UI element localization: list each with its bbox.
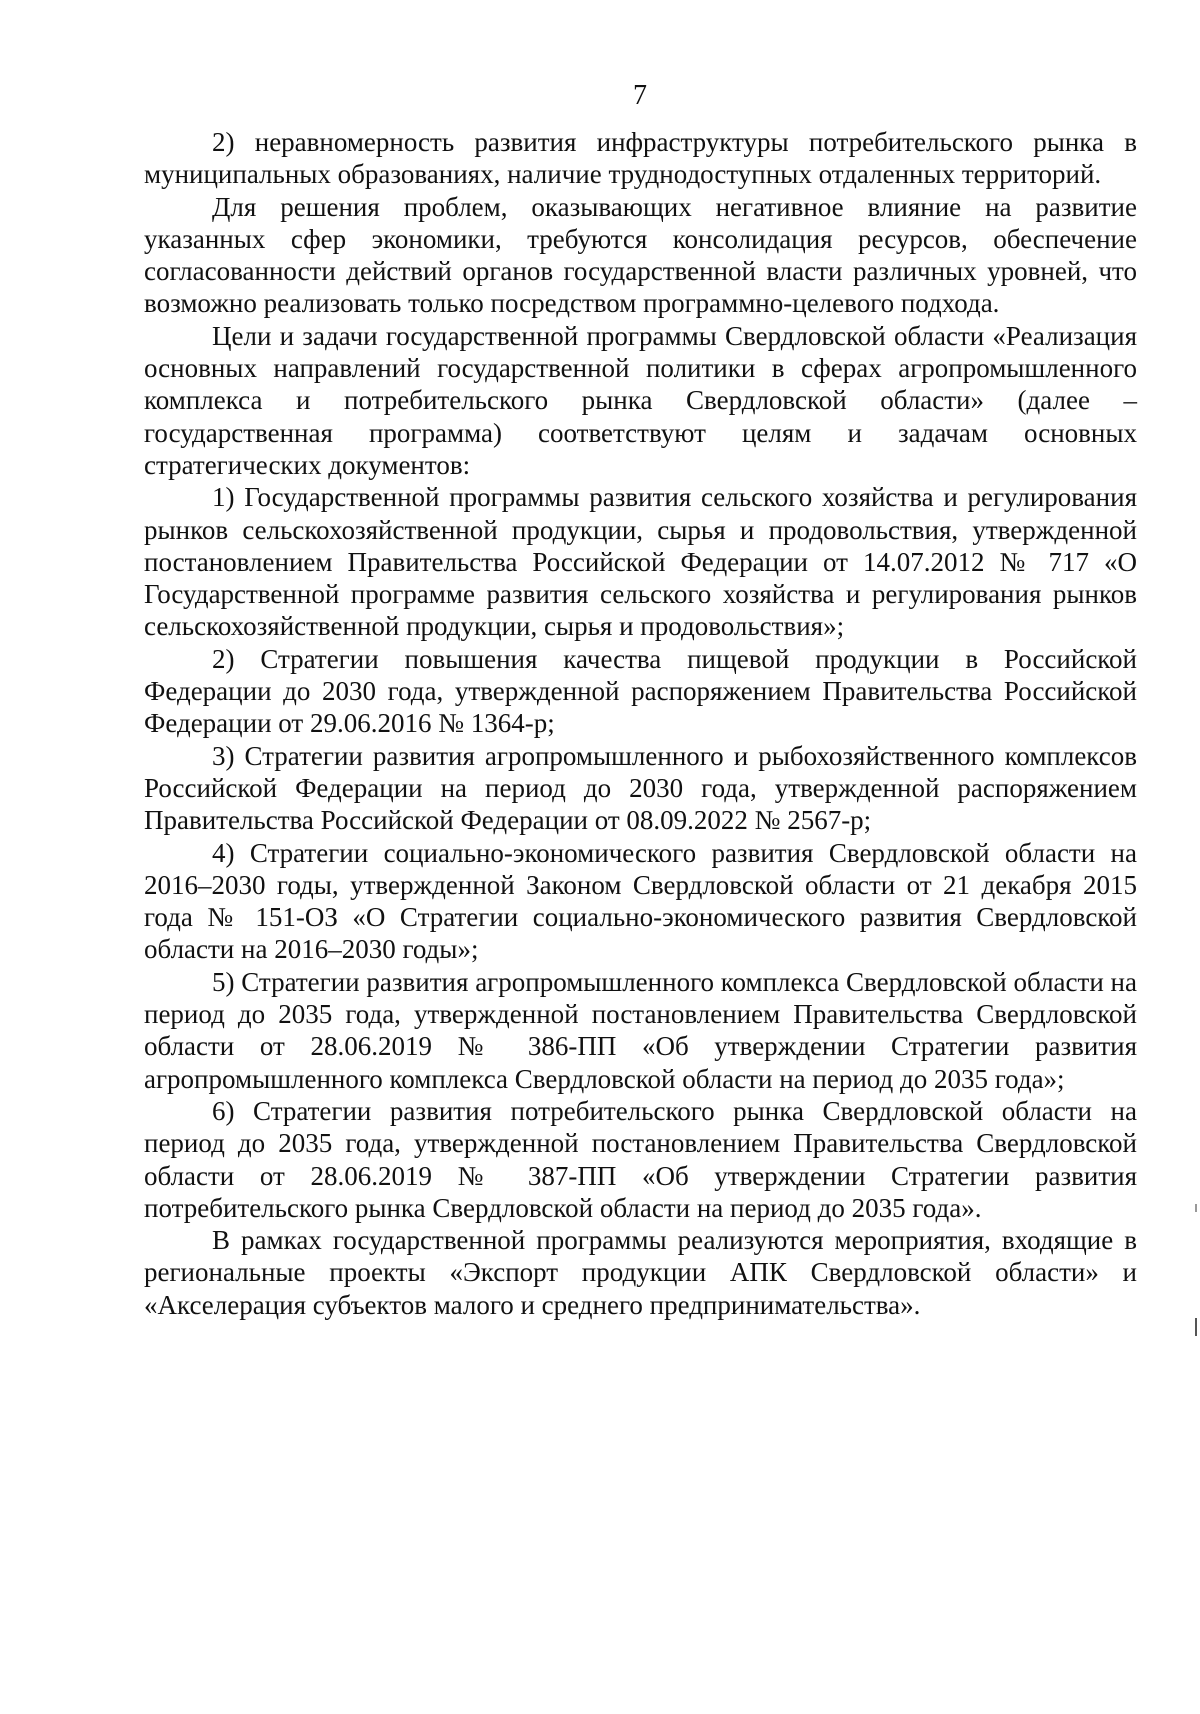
paragraph-problem-solving: Для решения проблем, оказывающих негативное влияние на развитие указанных сфер экономики, требуются консолидация ресурсов, обеспечение согласованности действий органов государственной власти различных уровней, что возможно реализовать только посредством программно-целевого подхода. — [144, 191, 1137, 319]
paragraph-regional-projects: В рамках государственной программы реализуются мероприятия, входящие в региональные проекты «Экспорт продукции АПК Свердловской области» и «Акселерация субъектов малого и среднего предпринимательства». — [144, 1225, 1137, 1320]
scan-mark — [1195, 1204, 1197, 1212]
list-item-state-program-agriculture: 1) Государственной программы развития сельского хозяйства и регулирования рынков сельскохозяйственной продукции, сырья и продовольствия, утвержденной постановлением Правительства Российской Федерации от 14.07.2012 № 717 «О Государственной программе развития сельского хозяйства и регулирования рынков сельскохозяйственной продукции, сырья и продовольствия»; — [144, 482, 1137, 642]
list-item-food-quality-strategy: 2) Стратегии повышения качества пищевой продукции в Российской Федерации до 2030 года, утвержденной распоряжением Правительства Российской Федерации от 29.06.2016 № 1364-р; — [144, 643, 1137, 739]
list-item-socioeconomic-strategy: 4) Стратегии социально-экономического развития Свердловской области на 2016–2030 годы, утвержденной Законом Свердловской области от 21 декабря 2015 года № 151-ОЗ «О Стратегии социально-экономического развития Свердловской области на 2016–2030 годы»; — [144, 837, 1137, 965]
list-item-consumer-market-strategy: 6) Стратегии развития потребительского рынка Свердловской области на период до 2035 года, утвержденной постановлением Правительства Свердловской области от 28.06.2019 № 387-ПП «Об утверждении Стратегии развития потребительского рынка Свердловской области на период до 2035 года». — [144, 1095, 1137, 1223]
list-item-agro-fishery-strategy: 3) Стратегии развития агропромышленного и рыбохозяйственного комплексов Российской Федерации на период до 2030 года, утвержденной распоряжением Правительства Российской Федерации от 08.09.2022 № 2567-р; — [144, 740, 1137, 836]
document-body — [144, 126, 1137, 1321]
scan-mark — [1195, 1318, 1197, 1336]
page-number: 7 — [633, 80, 647, 111]
paragraph-program-goals: Цели и задачи государственной программы Свердловской области «Реализация основных направлений государственной политики в сферах агропромышленного комплекса и потребительского рынка Свердловской области» (далее – государственная программа) соответствуют целям и задачам основных стратегических документов: — [144, 320, 1137, 480]
list-item-agro-industrial-strategy: 5) Стратегии развития агропромышленного комплекса Свердловской области на период до 2035 года, утвержденной постановлением Правительства Свердловской области от 28.06.2019 № 386-ПП «Об утверждении Стратегии развития агропромышленного комплекса Свердловской области на период до 2035 года»; — [144, 966, 1137, 1094]
paragraph-infrastructure-unevenness: 2) неравномерность развития инфраструктуры потребительского рынка в муниципальных образованиях, наличие труднодоступных отдаленных территорий. — [144, 127, 1137, 190]
